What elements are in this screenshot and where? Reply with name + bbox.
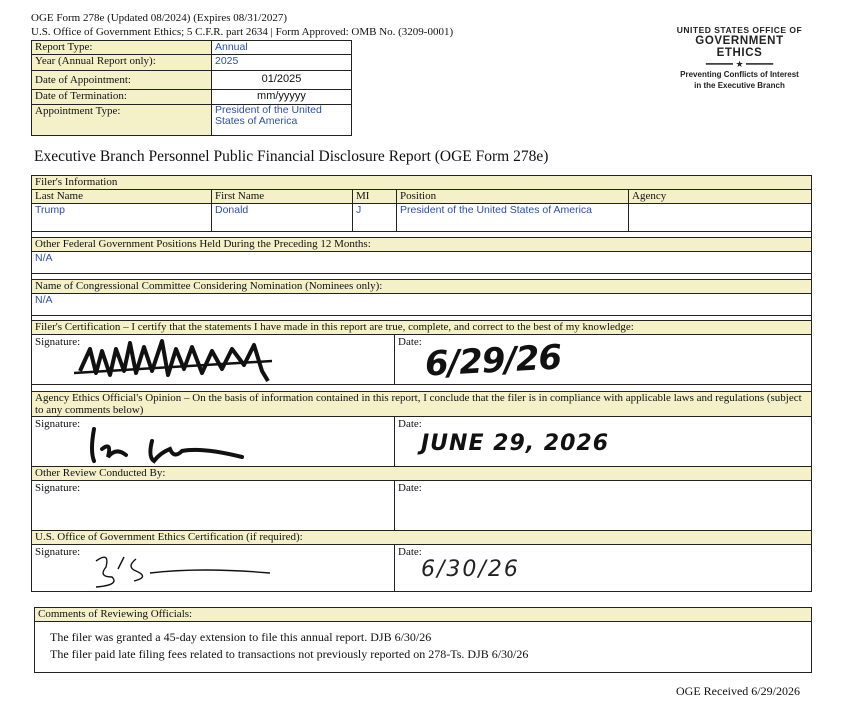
other-review-row bbox=[32, 481, 811, 531]
filer-signature bbox=[72, 331, 282, 389]
mi-value[interactable]: J bbox=[353, 204, 397, 231]
report-type-row bbox=[32, 41, 351, 55]
logo-tagline-2: in the Executive Branch bbox=[694, 81, 785, 90]
comment-line-2: The filer paid late filing fees related to transactions not previously reported on 278-Ts. DJB 6/30/26 bbox=[50, 647, 529, 661]
report-title: Executive Branch Personnel Public Financial Disclosure Report (OGE Form 278e) bbox=[34, 148, 549, 165]
agency-signature-label: Signature: bbox=[35, 418, 81, 430]
agency-signature bbox=[82, 421, 282, 465]
first-name-header: First Name bbox=[212, 190, 353, 203]
oge-signature-label: Signature: bbox=[35, 546, 81, 558]
oge-signature bbox=[90, 547, 280, 591]
oge-date-box[interactable] bbox=[395, 545, 811, 591]
report-type-value[interactable]: Annual bbox=[215, 41, 248, 53]
appointment-date-value[interactable]: 01/2025 bbox=[261, 73, 302, 85]
year-label: Year (Annual Report only): bbox=[32, 55, 212, 70]
other-review-signature-label: Signature: bbox=[35, 482, 81, 494]
committee-value[interactable]: N/A bbox=[32, 294, 811, 316]
omb-line: U.S. Office of Government Ethics; 5 C.F.R. part 2634 | Form Approved: OMB No. (3209-0001) bbox=[31, 26, 454, 38]
filer-date-box[interactable] bbox=[395, 335, 811, 384]
report-type-label: Report Type: bbox=[32, 41, 212, 54]
last-name-header: Last Name bbox=[32, 190, 212, 203]
received-stamp: OGE Received 6/29/2026 bbox=[676, 684, 800, 698]
oge-cert-label: U.S. Office of Government Ethics Certification (if required): bbox=[32, 531, 811, 545]
first-name-value[interactable]: Donald bbox=[212, 204, 353, 231]
committee-label: Name of Congressional Committee Considering Nomination (Nominees only): bbox=[32, 280, 811, 294]
termination-date-value[interactable]: mm/yyyyy bbox=[257, 90, 306, 102]
comments-label: Comments of Reviewing Officials: bbox=[35, 608, 811, 622]
other-positions-value[interactable]: N/A bbox=[32, 252, 811, 274]
other-positions-label: Other Federal Government Positions Held During the Preceding 12 Months: bbox=[32, 238, 811, 252]
agency-opinion-label: Agency Ethics Official's Opinion – On the basis of information contained in this report, I conclude that the filer is in compliance with applicable laws and regulations (subject to any comments below) bbox=[32, 392, 811, 417]
oge-logo bbox=[672, 25, 807, 91]
filer-signature-label: Signature: bbox=[35, 336, 81, 348]
logo-star-icon: ━━━━━ ★ ━━━━━ bbox=[705, 59, 774, 69]
filer-info-header: Filer's Information bbox=[32, 176, 811, 190]
oge-cert-row bbox=[32, 545, 811, 591]
filer-date-value: 6/29/26 bbox=[424, 337, 563, 385]
agency-header: Agency bbox=[632, 190, 667, 202]
filer-signature-box[interactable] bbox=[32, 335, 395, 384]
disclosure-form bbox=[31, 175, 812, 592]
logo-line-2: GOVERNMENT ETHICS bbox=[695, 35, 784, 59]
filer-signature-row bbox=[32, 335, 811, 385]
year-row bbox=[32, 55, 351, 71]
agency-date-value: JUNE 29, 2026 bbox=[421, 431, 610, 456]
report-info-table bbox=[31, 40, 352, 136]
agency-signature-row bbox=[32, 417, 811, 467]
other-review-date-box[interactable] bbox=[395, 481, 811, 530]
filer-header-row bbox=[32, 190, 811, 204]
termination-date-row bbox=[32, 90, 351, 105]
form-version-line: OGE Form 278e (Updated 08/2024) (Expires 08/31/2027) bbox=[31, 12, 288, 24]
oge-date-label: Date: bbox=[398, 546, 422, 558]
logo-tagline-1: Preventing Conflicts of Interest bbox=[680, 70, 799, 79]
other-review-date-label: Date: bbox=[398, 482, 422, 494]
last-name-value[interactable]: Trump bbox=[32, 204, 212, 231]
filer-certification-label: Filer's Certification – I certify that the statements I have made in this report are true, complete, and correct to the best of my knowledge: bbox=[32, 321, 811, 335]
appointment-type-value[interactable]: President of the United States of America bbox=[215, 104, 322, 127]
comments-box bbox=[34, 607, 812, 673]
oge-signature-box[interactable] bbox=[32, 545, 395, 591]
other-review-label: Other Review Conducted By: bbox=[32, 467, 811, 481]
termination-date-label: Date of Termination: bbox=[32, 90, 212, 104]
filer-date-label: Date: bbox=[398, 336, 422, 348]
position-header: Position bbox=[397, 190, 629, 203]
agency-value[interactable] bbox=[629, 204, 811, 231]
oge-date-value: 6/30/26 bbox=[421, 557, 520, 582]
position-value[interactable]: President of the United States of America bbox=[397, 204, 629, 231]
agency-signature-box[interactable] bbox=[32, 417, 395, 466]
comment-line-1: The filer was granted a 45-day extension to file this annual report. DJB 6/30/26 bbox=[50, 630, 432, 644]
appointment-date-label: Date of Appointment: bbox=[32, 71, 212, 89]
mi-header: MI bbox=[353, 190, 397, 203]
agency-date-label: Date: bbox=[398, 418, 422, 430]
year-value[interactable]: 2025 bbox=[215, 55, 239, 67]
appointment-type-label: Appointment Type: bbox=[32, 105, 212, 135]
agency-date-box[interactable] bbox=[395, 417, 811, 466]
logo-line-1: UNITED STATES OFFICE OF bbox=[676, 25, 803, 35]
appointment-date-row bbox=[32, 71, 351, 90]
other-review-signature-box[interactable] bbox=[32, 481, 395, 530]
filer-values-row bbox=[32, 204, 811, 232]
appointment-type-row bbox=[32, 105, 351, 135]
